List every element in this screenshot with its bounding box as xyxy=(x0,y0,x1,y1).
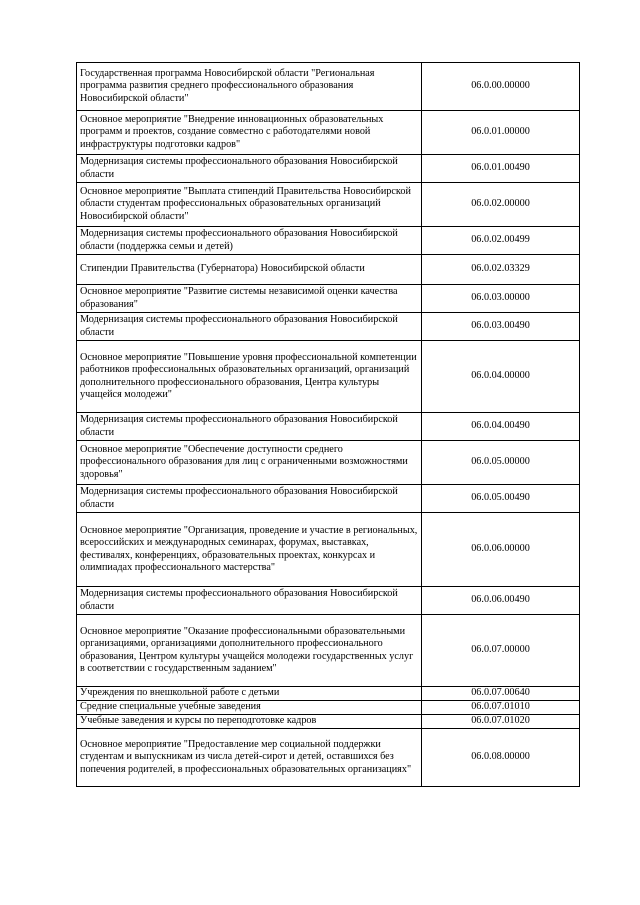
row-code: 06.0.01.00000 xyxy=(422,111,580,155)
row-code: 06.0.05.00490 xyxy=(422,485,580,513)
row-code: 06.0.02.00000 xyxy=(422,183,580,227)
row-code: 06.0.06.00000 xyxy=(422,513,580,587)
table-row xyxy=(77,155,580,183)
table-row xyxy=(77,485,580,513)
table-row xyxy=(77,183,580,227)
table-row xyxy=(77,687,580,701)
table-row xyxy=(77,729,580,787)
row-name: Основное мероприятие "Внедрение инновационных образовательных программ и проектов, создание совместно с работодателями новой инфраструктуры подготовки кадров" xyxy=(77,111,422,155)
row-name: Основное мероприятие "Выплата стипендий Правительства Новосибирской области студентам профессиональных образовательных организаций Новосибирской области" xyxy=(77,183,422,227)
row-name: Основное мероприятие "Организация, проведение и участие в региональных, всероссийских и международных семинарах, форумах, выставках, фестивалях, конференциях, образовательных проектах, конкурсах и олимпиадах профессионального мастерства" xyxy=(77,513,422,587)
row-code: 06.0.07.01010 xyxy=(422,701,580,715)
row-code: 06.0.03.00000 xyxy=(422,285,580,313)
row-name: Средние специальные учебные заведения xyxy=(77,701,422,715)
row-name: Основное мероприятие "Повышение уровня профессиональной компетенции работников профессиональных образовательных организаций, организаций дополнительного профессионального образования, Центра культуры учащейся молодежи" xyxy=(77,341,422,413)
table-row xyxy=(77,513,580,587)
table-row xyxy=(77,313,580,341)
row-code: 06.0.05.00000 xyxy=(422,441,580,485)
row-code: 06.0.00.00000 xyxy=(422,63,580,111)
row-code: 06.0.07.00640 xyxy=(422,687,580,701)
table-row xyxy=(77,701,580,715)
table-row xyxy=(77,615,580,687)
row-name: Основное мероприятие "Развитие системы независимой оценки качества образования" xyxy=(77,285,422,313)
table-row xyxy=(77,341,580,413)
row-name: Стипендии Правительства (Губернатора) Новосибирской области xyxy=(77,255,422,285)
table-row xyxy=(77,413,580,441)
row-name: Основное мероприятие "Обеспечение доступности среднего профессионального образования для лиц с ограниченными возможностями здоровья" xyxy=(77,441,422,485)
table-row xyxy=(77,285,580,313)
row-name: Основное мероприятие "Оказание профессиональными образовательными организациями, организациями дополнительного профессионального образования, Центром культуры учащейся молодежи государственных услуг в соответствии с государственным заданием" xyxy=(77,615,422,687)
row-name: Модернизация системы профессионального образования Новосибирской области xyxy=(77,485,422,513)
table-row xyxy=(77,63,580,111)
row-name: Модернизация системы профессионального образования Новосибирской области xyxy=(77,587,422,615)
row-name: Учебные заведения и курсы по переподготовке кадров xyxy=(77,715,422,729)
table-row xyxy=(77,111,580,155)
row-name: Модернизация системы профессионального образования Новосибирской области xyxy=(77,413,422,441)
row-code: 06.0.04.00000 xyxy=(422,341,580,413)
budget-table xyxy=(76,62,580,787)
row-code: 06.0.07.00000 xyxy=(422,615,580,687)
row-code: 06.0.02.03329 xyxy=(422,255,580,285)
row-code: 06.0.03.00490 xyxy=(422,313,580,341)
row-name: Государственная программа Новосибирской области "Региональная программа развития среднего профессионального образования Новосибирской области" xyxy=(77,63,422,111)
table-row xyxy=(77,255,580,285)
row-code: 06.0.06.00490 xyxy=(422,587,580,615)
row-name: Основное мероприятие "Предоставление мер социальной поддержки студентам и выпускникам из числа детей-сирот и детей, оставшихся без попечения родителей, в профессиональных образовательных организациях" xyxy=(77,729,422,787)
row-name: Модернизация системы профессионального образования Новосибирской области xyxy=(77,313,422,341)
table-row xyxy=(77,715,580,729)
table-row xyxy=(77,587,580,615)
row-code: 06.0.07.01020 xyxy=(422,715,580,729)
table-row xyxy=(77,227,580,255)
row-name: Модернизация системы профессионального образования Новосибирской области xyxy=(77,155,422,183)
row-code: 06.0.08.00000 xyxy=(422,729,580,787)
row-code: 06.0.02.00499 xyxy=(422,227,580,255)
row-name: Учреждения по внешкольной работе с детьми xyxy=(77,687,422,701)
row-code: 06.0.01.00490 xyxy=(422,155,580,183)
row-code: 06.0.04.00490 xyxy=(422,413,580,441)
table-row xyxy=(77,441,580,485)
row-name: Модернизация системы профессионального образования Новосибирской области (поддержка семьи и детей) xyxy=(77,227,422,255)
